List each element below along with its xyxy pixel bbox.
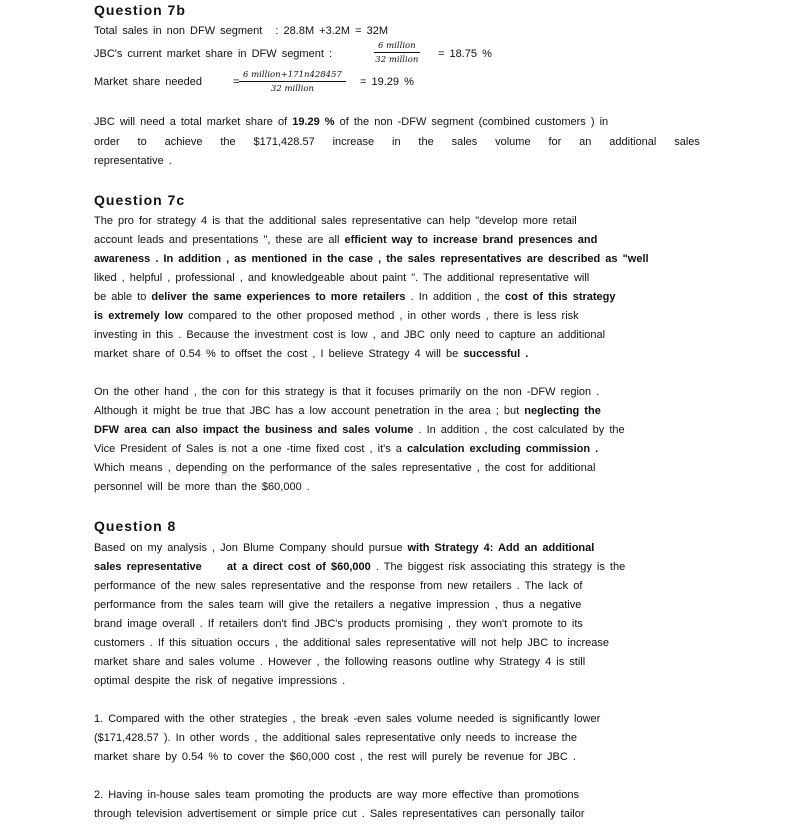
total-sales-line — [94, 25, 388, 37]
market-share-needed-result: = 19.29 % — [360, 76, 414, 88]
q7b-text: JBC will need a total market share of — [94, 116, 288, 128]
market-share-needed-label: Market share needed — [94, 76, 202, 88]
q8-p1-line-2 — [94, 561, 625, 573]
q7c-text: market share of 0.54 % to offset the cost , I believe Strategy 4 will be — [94, 348, 459, 360]
market-share-needed-equals: = — [233, 76, 240, 88]
q7c-p2-line-3 — [94, 424, 625, 436]
current-share-numerator: 6 million — [374, 41, 420, 53]
q8-p1-line-4: performance from the sales team will give the retailers a negative impression , thus a negative — [94, 599, 582, 611]
current-share-fraction — [374, 41, 420, 65]
q7b-bold-share: 19.29 % — [292, 116, 335, 128]
q7b-word: an — [579, 136, 592, 148]
q7c-bold-text: deliver the same experiences to more retailers — [151, 291, 406, 303]
q7c-p1-line-2 — [94, 234, 597, 246]
current-share-result: = 18.75 % — [438, 48, 492, 60]
heading-question-7c: Question 7c — [94, 192, 186, 208]
market-share-needed-denominator: 32 million — [270, 84, 314, 94]
q7b-paragraph-line-1 — [94, 116, 608, 128]
q7c-text: . In addition , the — [410, 291, 500, 303]
q7b-word: achieve — [164, 136, 203, 148]
q8-text: Based on my analysis , Jon Blume Company should pursue — [94, 542, 403, 554]
heading-question-8: Question 8 — [94, 518, 177, 534]
q7c-p2-line-4 — [94, 443, 598, 455]
q7c-p2-line-1: On the other hand , the con for this strategy is that it focuses primarily on the non -DFW region . — [94, 386, 600, 398]
q7b-word: $171,428.57 — [253, 136, 315, 148]
q7c-text: awareness . In addition , as mentioned in the case , the sales representatives are described as "well — [94, 253, 649, 265]
q7c-p1-line-7: investing in this . Because the investment cost is low , and JBC only need to capture an additional — [94, 329, 606, 341]
q7b-word: volume — [495, 136, 531, 148]
q7c-p1-line-1: The pro for strategy 4 is that the additional sales representative can help "develop more retail — [94, 215, 577, 227]
q7b-paragraph-line-2 — [94, 136, 700, 148]
q7c-text: Vice President of Sales is not a one -time fixed cost , it's a — [94, 443, 402, 455]
q7c-p1-line-6 — [94, 310, 579, 322]
q7b-text: of the non -DFW segment (combined customers ) in — [339, 116, 609, 128]
q7c-p1-line-8 — [94, 348, 528, 360]
market-share-needed-fraction — [239, 70, 346, 94]
q7b-word: for — [548, 136, 562, 148]
current-share-denominator: 32 million — [375, 55, 419, 65]
q7c-bold-text: DFW — [94, 424, 120, 436]
q8-item1-line-2: ($171,428.57 ). In other words , the additional sales representative only needs to increase the — [94, 732, 577, 744]
q7c-bold-text: calculation excluding commission . — [407, 443, 599, 455]
q7c-text: . In addition , the cost calculated by the — [418, 424, 625, 436]
q7b-word: additional — [609, 136, 657, 148]
q7c-bold-text: area can also impact the business and sales volume — [124, 424, 414, 436]
q8-p1-line-6: customers . If this situation occurs , the additional sales representative will not help JBC to increase — [94, 637, 610, 649]
q7b-word: the — [220, 136, 236, 148]
q7c-text: be able to — [94, 291, 147, 303]
q8-bold-text: sales representative — [94, 561, 202, 573]
q8-item1-line-3: market share by 0.54 % to cover the $60,000 cost , the rest will purely be revenue for JBC . — [94, 751, 576, 763]
q8-item2-line-2: through television advertisement or simple price cut . Sales representatives can personally tailor — [94, 808, 585, 820]
q7b-paragraph-line-3: representative . — [94, 155, 172, 167]
q7c-text: Although it might be true that JBC has a low account penetration in the area ; but — [94, 405, 520, 417]
q7c-p1-line-3 — [94, 253, 649, 265]
q7c-bold-text: cost of this strategy — [504, 291, 616, 303]
q7c-p2-line-5: Which means , depending on the performance of the sales representative , the cost for additional — [94, 462, 596, 474]
q7c-bold-text: successful . — [463, 348, 529, 360]
q7b-word: in — [392, 136, 401, 148]
total-sales-equation: : 28.8M +3.2M = 32M — [275, 25, 388, 37]
q8-item1-line-1: 1. Compared with the other strategies , the break -even sales volume needed is significantly lower — [94, 713, 601, 725]
q7c-p1-line-5 — [94, 291, 616, 303]
market-share-needed-numerator: 6 million+171n428457 — [239, 70, 346, 82]
q8-p1-line-7: market share and sales volume . However , the following reasons outline why Strategy 4 is still — [94, 656, 586, 668]
q8-text: . The biggest risk associating this strategy is the — [375, 561, 626, 573]
q7c-bold-text: is extremely low — [94, 310, 183, 322]
heading-question-7b: Question 7b — [94, 2, 186, 18]
q7c-p2-line-2 — [94, 405, 601, 417]
current-share-label: JBC's current market share in DFW segment : — [94, 48, 332, 60]
q7c-p1-line-4: liked , helpful , professional , and knowledgeable about paint ". The additional representative will — [94, 272, 590, 284]
q7b-word: sales — [451, 136, 478, 148]
q7c-text: compared to the other proposed method , in other words , there is less risk — [188, 310, 579, 322]
q7b-word: to — [137, 136, 147, 148]
current-share-line — [94, 48, 332, 60]
q7c-bold-text: neglecting the — [524, 405, 601, 417]
q8-bold-text: with Strategy 4: Add an additional — [407, 542, 595, 554]
q7c-bold-text: efficient way to increase brand presences and — [344, 234, 598, 246]
q7c-text: account leads and presentations ", these are all — [94, 234, 340, 246]
q8-p1-line-1 — [94, 542, 594, 554]
q7b-word: increase — [332, 136, 375, 148]
q7b-word: the — [418, 136, 434, 148]
q8-item2-line-1: 2. Having in-house sales team promoting the products are way more effective than promotions — [94, 789, 579, 801]
q7b-word: sales — [674, 136, 700, 148]
total-sales-label: Total sales in non DFW segment — [94, 25, 263, 37]
q8-p1-line-5: brand image overall . If retailers don't find JBC's products promising , they won't promote to its — [94, 618, 583, 630]
q8-p1-line-8: optimal despite the risk of negative impressions . — [94, 675, 346, 687]
q8-p1-line-3: performance of the new sales representative and the response from new retailers . The lack of — [94, 580, 583, 592]
q7c-p2-line-6: personnel will be more than the $60,000 . — [94, 481, 310, 493]
q7b-word: order — [94, 136, 120, 148]
q8-bold-text: at a direct cost of $60,000 — [226, 561, 371, 573]
